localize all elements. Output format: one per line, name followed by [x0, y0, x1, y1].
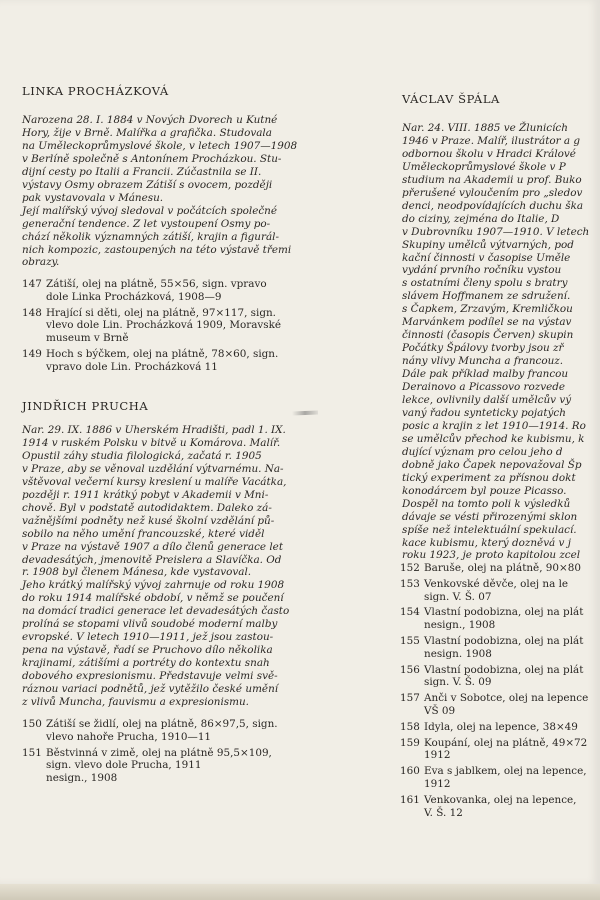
entry-list-prochazkova — [22, 278, 281, 377]
bio-line: važnějšími podněty než kusé školní vzdělání pů- — [22, 514, 275, 527]
bio-line: 1914 v ruském Polsku v bitvě u Komárova. Malíř. — [22, 436, 281, 449]
entry-text: VŠ 09 — [424, 704, 456, 717]
entry-text: Vlastní podobizna, olej na plát — [424, 634, 584, 647]
bio-line: Opustil záhy studia filologická, začatá r. 1905 — [22, 449, 262, 462]
bio-line: denci, neodpovídajících duchu ška — [402, 199, 584, 212]
artist-bio-spala — [402, 122, 589, 562]
bio-line: sobilo na něho umění francouzské, které viděl — [22, 527, 265, 540]
bio-line: devadesátých, jmenovitě Preislera a Slavíčka. Od — [22, 553, 282, 566]
bio-line: Počátky Špálovy tvorby jsou zř — [402, 342, 564, 355]
catalog-entry — [400, 664, 588, 690]
bio-line: pena na výstavě, řadí se Pruchovo dílo několika — [22, 644, 273, 657]
bio-line: přerušené vyloučením pro „sledov — [402, 186, 583, 199]
bio-line: v Praze, aby se věnoval uzdělání výtvarnému. Na- — [22, 462, 284, 475]
entry-number: 148 — [22, 306, 42, 319]
catalog-entry — [400, 562, 588, 575]
entry-text: nesign., 1908 — [424, 619, 496, 632]
catalog-entry — [400, 794, 588, 820]
entry-text: Hrající si děti, olej na plátně, 97×117, sign. — [46, 306, 276, 319]
entry-number: 150 — [22, 718, 42, 730]
bio-line: Narozena 28. I. 1884 v Nových Dvorech u Kutné — [22, 114, 278, 126]
bio-line: na domácí tradici generace let devadesátých často — [22, 605, 290, 618]
entry-text: Vlastní podobizna, olej na plát — [424, 663, 584, 676]
bio-line: v Praze na výstavě 1907 a dílo členů generace let — [22, 540, 284, 553]
bio-line: spíše než intelektuální spekulací. — [402, 523, 577, 536]
bio-line: Derainovo a Picassovo rozvede — [402, 381, 566, 394]
bio-line: dijní cesty po Italii a Francii. Zúčastnila se II. — [22, 165, 262, 178]
bio-line: nich kompozic, zastoupených na této výstavě třemi — [22, 243, 292, 256]
entry-number: 156 — [400, 663, 420, 676]
bio-line: Skupiny umělců výtvarných, pod — [402, 238, 574, 251]
entry-text: Anči v Sobotce, olej na lepence — [424, 692, 589, 705]
entry-text: Vlastní podobizna, olej na plát — [424, 606, 584, 619]
catalog-entry — [400, 692, 588, 718]
entry-text: Venkovské děvče, olej na le — [424, 577, 569, 590]
bio-line: Uměleckoprůmyslové škole v P — [402, 160, 566, 173]
entry-number: 161 — [400, 793, 420, 806]
entry-text: museum v Brně — [46, 332, 129, 345]
bio-line: kace kubismu, který dozněvá v j — [402, 536, 571, 549]
bio-line: Její malířský vývoj sledoval v počátcích společné — [22, 204, 278, 217]
bio-line: dobně jako Čapek nepovažoval Šp — [402, 458, 582, 471]
catalog-entry — [400, 765, 588, 791]
entry-list-spala — [400, 562, 588, 822]
entry-text: Venkovanka, olej na lepence, — [424, 793, 577, 806]
bio-line: výstavy Osmy obrazem Zátiší s ovocem, později — [22, 178, 273, 191]
bio-line: odbornou školu v Hradci Králové — [402, 147, 576, 160]
entry-text: nesign. 1908 — [424, 647, 492, 660]
entry-text: V. Š. 12 — [424, 806, 463, 819]
entry-number: 160 — [400, 765, 420, 778]
bio-line: na Uměleckoprůmyslové škole, v letech 1907—1908 — [22, 139, 298, 152]
entry-number: 151 — [22, 746, 42, 759]
bio-line: do ciziny, zejména do Italie, D — [402, 212, 560, 225]
entry-number: 159 — [400, 736, 420, 749]
bio-line: z vlivů Muncha, fauvismu a expresionismu. — [22, 696, 249, 709]
catalog-entry — [22, 747, 278, 785]
entry-text: dole Linka Procházková, 1908—9 — [46, 290, 222, 303]
artist-heading-prochazkova: LINKA PROCHÁZKOVÁ — [22, 84, 169, 98]
bio-line: chově. Byl v podstatě autodidaktem. Daleko zá- — [22, 501, 272, 514]
bio-line: Nar. 29. IX. 1886 v Uherském Hradišti, padl 1. IX. — [22, 424, 286, 436]
catalog-entry — [22, 348, 281, 374]
page-edge — [0, 884, 600, 900]
bio-line: konodárcem byl pouze Picasso. — [402, 484, 567, 497]
entry-number: 153 — [400, 577, 420, 590]
artist-heading-spala: VÁCLAV ŠPÁLA — [402, 92, 500, 106]
bio-line: prolíná se stopami vlivů soudobé moderní malby — [22, 618, 278, 631]
bio-line: chází několik významných zátiší, krajin a figurál- — [22, 230, 279, 243]
bio-line: do roku 1914 malířské období, v němž se poučení — [22, 592, 284, 605]
bio-line: později r. 1911 krátký pobyt v Akademii v Mni- — [22, 488, 269, 501]
bio-line: Dospěl na tomto poli k výsledků — [402, 497, 571, 510]
bio-line: nány vlivy Muncha a francouz. — [402, 355, 564, 368]
bio-line: kační činnosti v časopise Uměle — [402, 251, 571, 264]
entry-text: 1912 — [424, 749, 451, 762]
bio-line: vštěvoval večerní kursy kreslení u malíře Vacátka, — [22, 475, 287, 488]
entry-text: Koupání, olej na plátně, 49×72 — [424, 736, 588, 749]
artist-bio-prucha — [22, 424, 289, 709]
entry-text: nesign., 1908 — [46, 772, 118, 785]
entry-number: 155 — [400, 634, 420, 647]
bio-line: evropské. V letech 1910—1911, jež jsou zastou- — [22, 631, 274, 644]
bio-line: studium na Akademii u prof. Buko — [402, 173, 582, 186]
bio-line: s ostatními členy spolu s bratry — [402, 277, 568, 290]
artist-heading-prucha: JINDŘICH PRUCHA — [22, 399, 149, 413]
catalog-entry — [400, 578, 588, 604]
entry-number: 157 — [400, 692, 420, 705]
entry-text: 1912 — [424, 777, 451, 790]
entry-text: sign. vlevo dole Prucha, 1911 — [46, 759, 202, 772]
entry-text: sign. V. Š. 09 — [424, 676, 492, 689]
bio-line: r. 1908 byl členem Mánesa, kde vystavoval. — [22, 566, 252, 579]
entry-text: vpravo dole Lin. Procházková 11 — [46, 360, 218, 373]
entry-number: 154 — [400, 606, 420, 619]
bio-line: se umělcův přechod ke kubismu, k — [402, 432, 585, 445]
entry-number: 147 — [22, 278, 42, 290]
bio-line: pak vystavovala v Mánesu. — [22, 191, 164, 204]
entry-number: 149 — [22, 347, 42, 360]
bio-line: lekce, ovlivnily další umělcův vý — [402, 394, 572, 407]
bio-line: s Čapkem, Zrzavým, Kremličkou — [402, 303, 573, 316]
bio-line: Nar. 24. VIII. 1885 ve Žlunicích — [402, 122, 568, 134]
bio-line: činnosti (časopis Červen) skupin — [402, 329, 574, 342]
pencil-mark — [292, 411, 318, 416]
catalog-entry — [22, 718, 278, 744]
entry-number: 152 — [400, 562, 420, 574]
entry-number: 158 — [400, 720, 420, 733]
bio-line: Dále pak příklad malby francou — [402, 368, 569, 381]
catalog-entry — [22, 307, 281, 345]
bio-line: tický experiment za přísnou dokt — [402, 471, 576, 484]
bio-line: ráznou variaci podnětů, jež vytěžilo české umění — [22, 683, 279, 696]
catalog-entry — [22, 278, 281, 304]
bio-line: dobového expresionismu. Představuje velmi svě- — [22, 670, 278, 683]
bio-line: dující význam pro celou jeho d — [402, 445, 563, 458]
catalog-entry — [400, 635, 588, 661]
entry-text: sign. V. Š. 07 — [424, 590, 492, 603]
bio-line: 1946 v Praze. Malíř, ilustrátor a g — [402, 134, 581, 147]
catalog-entry — [400, 737, 588, 763]
entry-text: Hoch s býčkem, olej na plátně, 78×60, sign. — [46, 347, 279, 360]
bio-line: posic a krajin z let 1910—1914. Ro — [402, 419, 586, 432]
entry-text: Zátiší se židlí, olej na plátně, 86×97,5, sign. — [46, 718, 278, 730]
bio-line: vydání prvního ročníku vystou — [402, 264, 562, 277]
entry-text: Baruše, olej na plátně, 90×80 — [424, 562, 581, 574]
bio-line: dávaje se vésti přirozenými sklon — [402, 510, 578, 523]
bio-line: Jeho krátký malířský vývoj zahrnuje od roku 1908 — [22, 579, 285, 592]
entry-text: Idyla, olej na lepence, 38×49 — [424, 720, 578, 733]
bio-line: generační tendence. Z let vystoupení Osmy po- — [22, 217, 271, 230]
entry-text: Zátiší, olej na plátně, 55×56, sign. vpravo — [46, 278, 267, 290]
bio-line: slávem Hoffmanem ze sdružení. — [402, 290, 571, 303]
entry-list-prucha — [22, 718, 278, 788]
bio-line: v Dubrovníku 1907—1910. V letech — [402, 225, 590, 238]
bio-line: obrazy. — [22, 256, 60, 269]
bio-line: Marvánkem podílel se na výstav — [402, 316, 572, 329]
entry-text: Eva s jablkem, olej na lepence, — [424, 765, 587, 778]
catalog-entry — [400, 606, 588, 632]
bio-line: Hory, žije v Brně. Malířka a grafička. Studovala — [22, 126, 272, 139]
entry-text: Běstvinná v zimě, olej na plátně 95,5×109, — [46, 746, 272, 759]
bio-line: krajinami, zátišími a portréty do kontextu snah — [22, 657, 270, 670]
bio-line: vaný řadou synteticky pojatých — [402, 406, 566, 419]
catalog-entry — [400, 721, 588, 734]
entry-text: vlevo dole Lin. Procházková 1909, Moravské — [46, 319, 282, 332]
artist-bio-prochazkova — [22, 114, 297, 269]
entry-text: vlevo nahoře Prucha, 1910—11 — [46, 730, 212, 743]
bio-line: roku 1923, je proto kapitolou zcel — [402, 549, 581, 562]
bio-line: v Berlíně společně s Antonínem Procházkou. Stu- — [22, 152, 282, 165]
